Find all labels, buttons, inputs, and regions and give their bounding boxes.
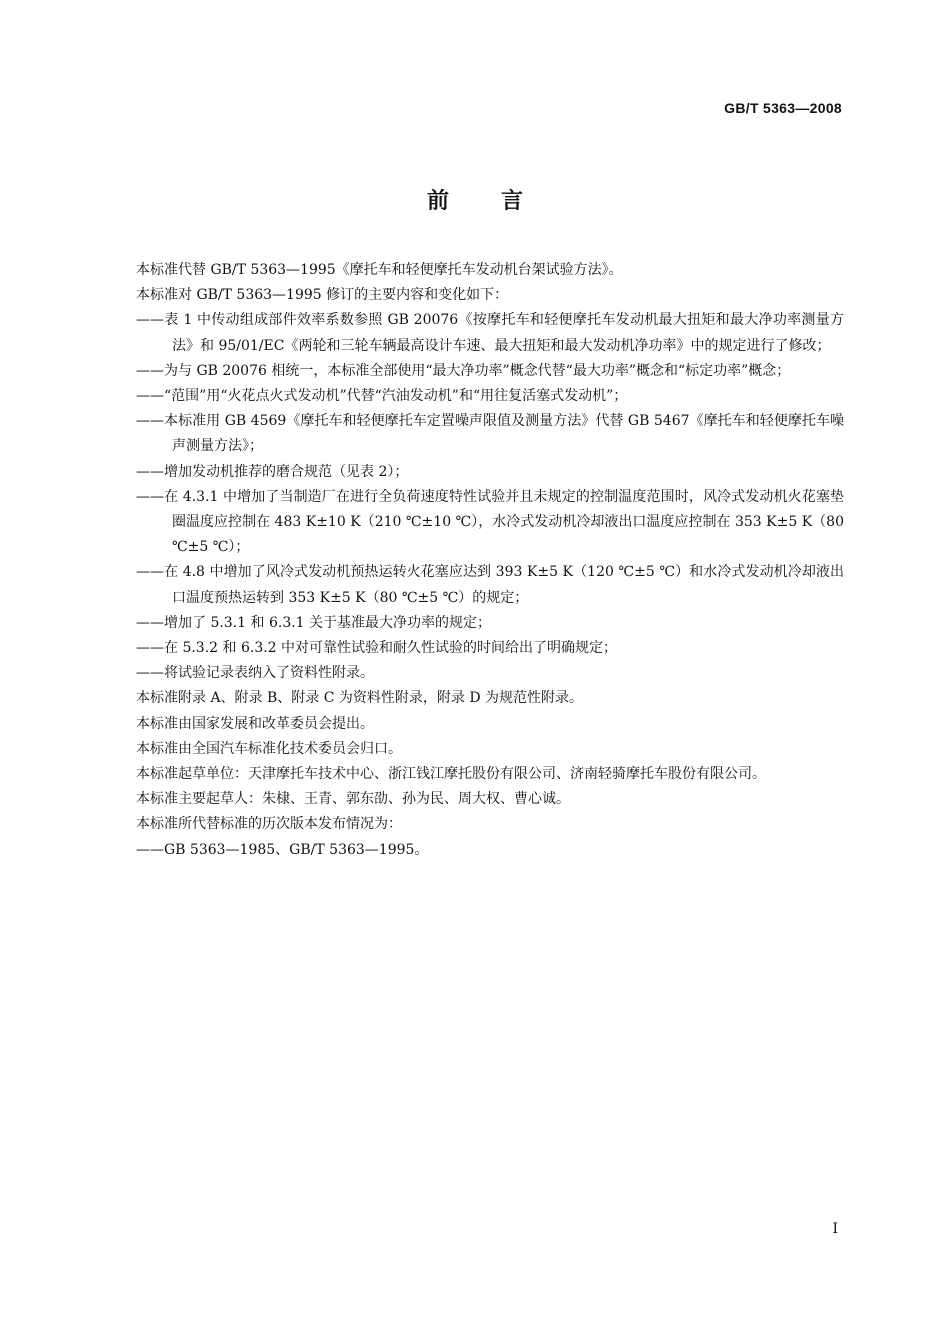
paragraph-drafters: 本标准主要起草人：朱棣、王青、郭东劭、孙为民、周大权、曹心诚。 bbox=[136, 791, 570, 808]
paragraph-history-intro: 本标准所代替标准的历次版本发布情况为： bbox=[136, 816, 402, 833]
standard-code: GB/T 5363—2008 bbox=[724, 100, 842, 116]
page-title: 前言 bbox=[426, 189, 575, 214]
change-item: ——本标准用 GB 4569《摩托车和轻便摩托车定置噪声限值及测量方法》代替 GB 5467《摩托车和轻便摩托车噪声测量方法》； bbox=[136, 413, 844, 455]
paragraph-proposed-by: 本标准由国家发展和改革委员会提出。 bbox=[136, 715, 374, 732]
change-item: ——增加了 5.3.1 和 6.3.1 关于基准最大净功率的规定； bbox=[136, 614, 492, 631]
change-item: ——在 4.3.1 中增加了当制造厂在进行全负荷速度特性试验并且未规定的控制温度范围时，风冷式发动机火花塞垫圈温度应控制在 483 K±10 K（210 ℃±10 ℃），水冷式发动机冷却液出口温度应控制在 353 K±5 K（80 ℃±5 ℃）； bbox=[136, 488, 844, 556]
page-number: Ⅰ bbox=[832, 1221, 838, 1237]
change-item: ——在 4.8 中增加了风冷式发动机预热运转火花塞应达到 393 K±5 K（120 ℃±5 ℃）和水冷式发动机冷却液出口温度预热运转到 353 K±5 K（80 ℃±5 ℃）的规定； bbox=[136, 564, 844, 606]
change-item: ——为与 GB 20076 相统一，本标准全部使用“最大净功率”概念代替“最大功率”概念和“标定功率”概念； bbox=[136, 362, 791, 379]
paragraph-replaces: 本标准代替 GB/T 5363—1995《摩托车和轻便摩托车发动机台架试验方法》。 bbox=[136, 262, 623, 278]
change-item: ——增加发动机推荐的磨合规范（见表 2）； bbox=[136, 463, 409, 480]
paragraph-changes-intro: 本标准对 GB/T 5363—1995 修订的主要内容和变化如下： bbox=[136, 287, 509, 304]
change-item: ——将试验记录表纳入了资料性附录。 bbox=[136, 665, 374, 682]
paragraph-drafting-units: 本标准起草单位：天津摩托车技术中心、浙江钱江摩托股份有限公司、济南轻骑摩托车股份有限公司。 bbox=[136, 766, 766, 783]
change-item: ——在 5.3.2 和 6.3.2 中对可靠性试验和耐久性试验的时间给出了明确规定； bbox=[136, 640, 618, 657]
history-item: ——GB 5363—1985、GB/T 5363—1995。 bbox=[136, 841, 429, 858]
paragraph-under-jurisdiction: 本标准由全国汽车标准化技术委员会归口。 bbox=[136, 740, 402, 757]
change-item: ——表 1 中传动组成部件效率系数参照 GB 20076《按摩托车和轻便摩托车发动机最大扭矩和最大净功率测量方法》和 95/01/EC《两轮和三轮车辆最高设计车速、最大扭矩和最大发动机净功率》中的规定进行了修改； bbox=[136, 312, 844, 354]
foreword-body bbox=[108, 258, 844, 863]
change-item: ——“范围”用“火花点火式发动机”代替“汽油发动机”和“用往复活塞式发动机”； bbox=[136, 388, 628, 405]
paragraph-annexes: 本标准附录 A、附录 B、附录 C 为资料性附录，附录 D 为规范性附录。 bbox=[136, 690, 584, 707]
